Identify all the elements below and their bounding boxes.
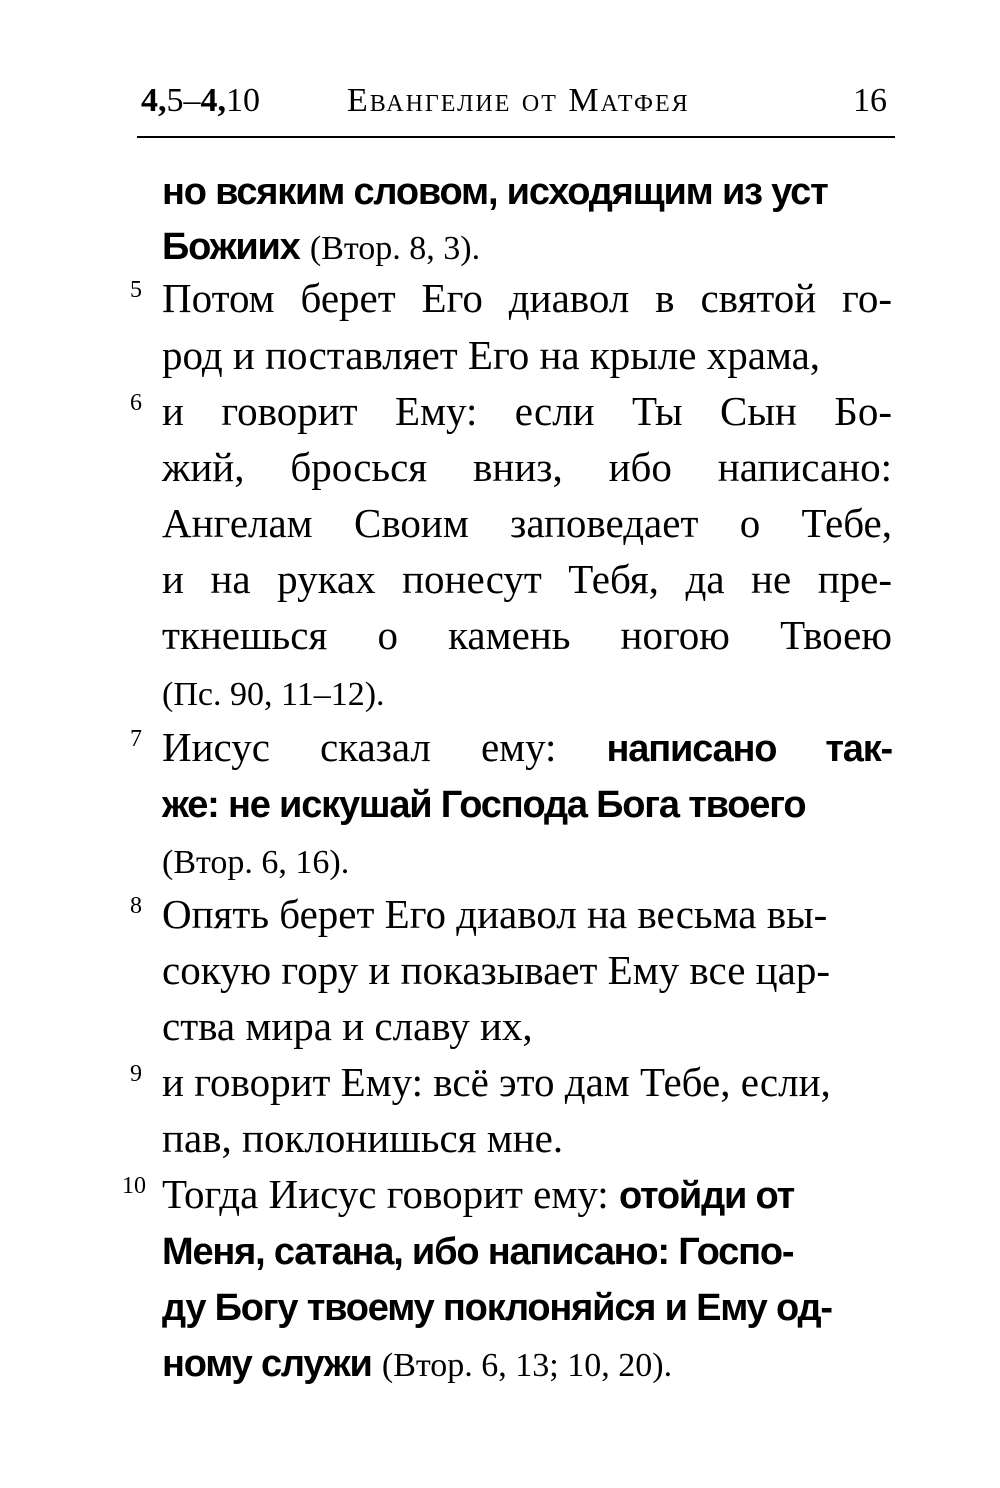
text-line: пав, поклонишься мне. [162,1115,564,1161]
text-line: Ангелам Своим заповедает о Тебе, [162,500,892,546]
text-line: ткнешься о камень ногою Твоею [162,612,892,658]
text-line [162,215,892,275]
text-line [162,829,892,889]
text-line: 9 и говорит Ему: всё это дам Тебе, если, [130,1059,831,1105]
verse-number: 8 [130,893,142,919]
verse-number: 6 [130,390,142,416]
bold-text: ду Богу твоему поклоняйся и Ему од- [162,1287,832,1329]
text-line [162,1276,892,1336]
bold-text: же: не искушай Господа Бога твоего [162,784,806,826]
verse-number: 9 [130,1061,142,1087]
text-line: 6 и говорит Ему: если Ты Сын Бо- [130,388,892,434]
text-line: ства мира и славу их, [162,1003,533,1049]
verse-number: 7 [130,726,142,752]
verse-number: 5 [130,277,142,303]
bold-text: написано так- [606,728,893,770]
text-line: 7 Иисус сказал ему: написано так- [130,724,893,770]
text-line: род и поставляет Его на крыле храма, [162,332,821,378]
text-line: и на руках понесут Тебя, да не пре- [162,556,892,602]
text-line [162,661,892,721]
range-chapter-start: 4, [141,82,167,119]
cross-reference: (Втор. 6, 16). [162,844,350,881]
text-line [162,160,892,220]
cross-reference: (Пс. 90, 11–12). [162,676,385,713]
text-line [162,773,892,833]
cross-reference: (Втор. 6, 13; 10, 20). [381,1347,673,1384]
text-line [162,1332,892,1392]
text-line [162,1220,892,1280]
text-line: 5 Потом берет Его диавол в святой го- [130,275,892,321]
text-line: 10 Тогда Иисус говорит ему: отойди от [122,1171,794,1217]
bold-text: Божиих [162,226,300,268]
running-header [137,76,895,138]
bold-text: Меня, сатана, ибо написано: Госпо- [162,1231,794,1273]
bold-text: но всяким словом, исходящим из уст [162,171,828,213]
range-verse-end: 10 [226,82,260,119]
verse-number: 10 [122,1173,146,1199]
range-verse-start: 5– [166,82,201,119]
page-number: 16 [853,82,887,119]
text-line: сокую гору и показывает Ему все цар- [162,947,830,993]
cross-reference: (Втор. 8, 3). [309,230,481,267]
text-line: жий, бросься вниз, ибо написано: [162,444,892,490]
book-title: Евангелие от Матфея [347,82,690,119]
chapter-verse-range [141,82,260,120]
range-chapter-end: 4, [200,82,226,119]
text-line: 8 Опять берет Его диавол на весьма вы- [130,891,828,937]
bold-text: отойди от [618,1175,794,1217]
bold-text: ному служи [162,1343,372,1385]
